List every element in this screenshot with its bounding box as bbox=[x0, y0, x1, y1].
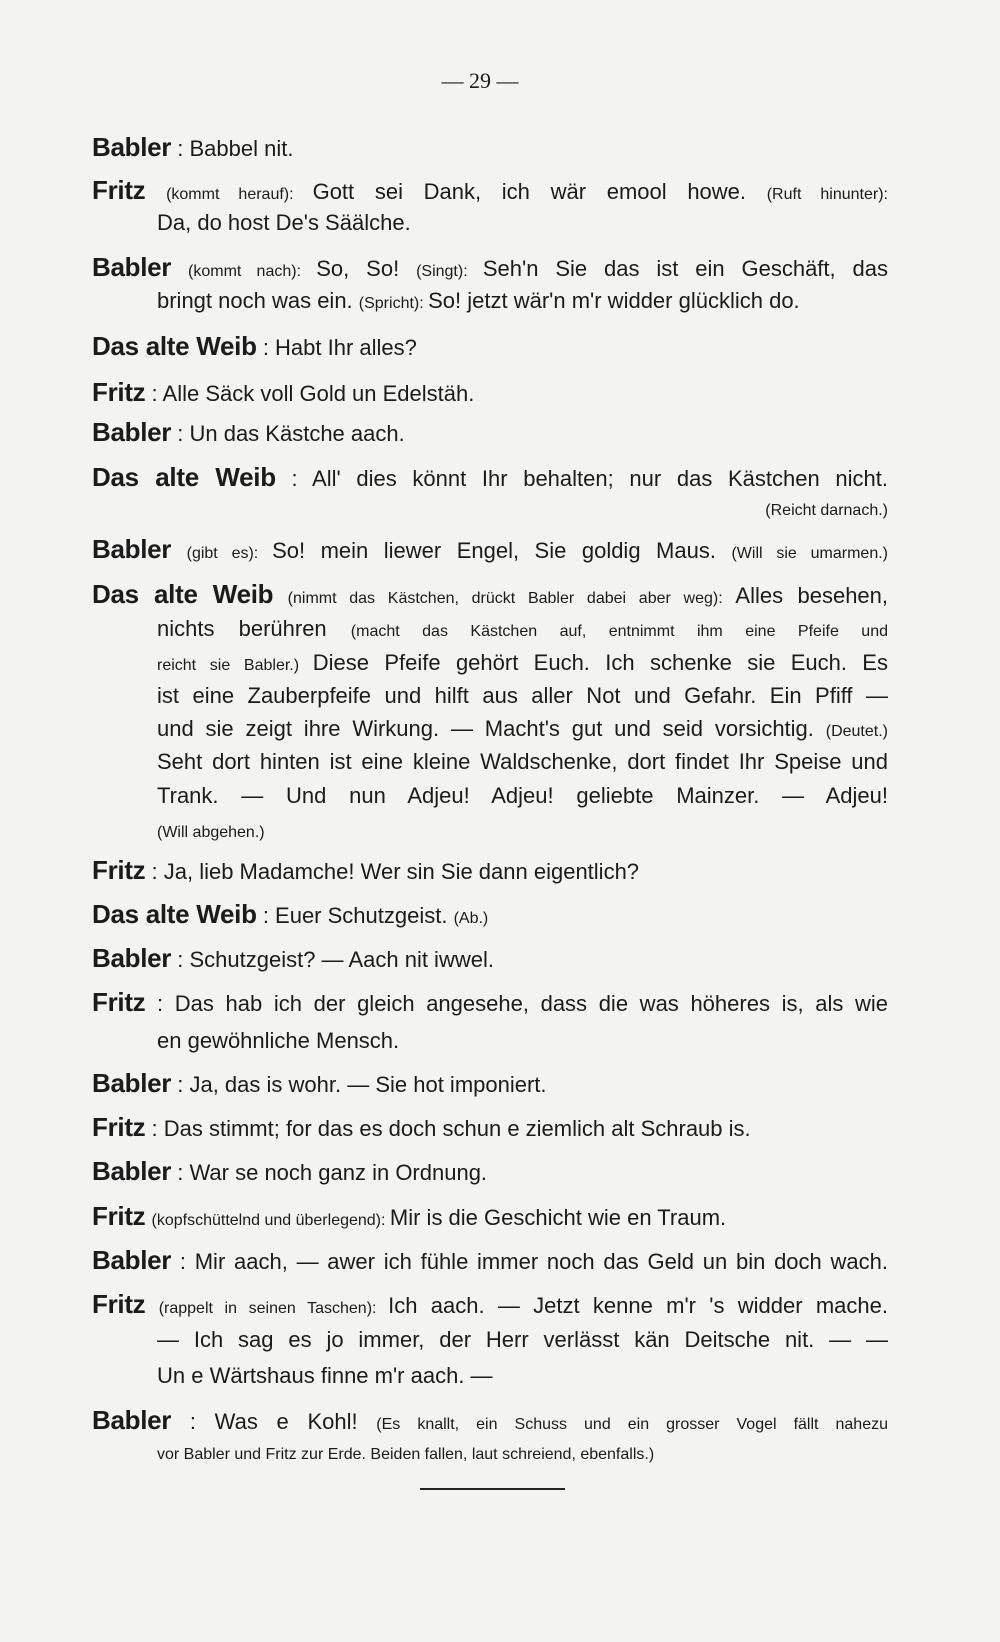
dialogue-text: bringt noch was ein. bbox=[157, 288, 359, 313]
dialogue-text: : Was e Kohl! bbox=[189, 1409, 377, 1434]
dialogue-text: : Das stimmt; for das es doch schun e ziemlich alt Schraub is. bbox=[151, 1116, 751, 1141]
stage-direction: (kommt herauf): bbox=[166, 186, 313, 203]
speaker-name: Fritz bbox=[92, 1201, 146, 1231]
speaker-name: Das alte Weib bbox=[92, 579, 274, 609]
text-line bbox=[92, 1201, 888, 1236]
text-line bbox=[157, 286, 888, 319]
dialogue-text: und sie zeigt ihre Wirkung. — Macht's gut und seid vorsichtig. bbox=[157, 716, 826, 741]
speaker-name: Fritz bbox=[92, 1289, 146, 1319]
speaker-name: Fritz bbox=[92, 987, 146, 1017]
text-line bbox=[157, 1026, 888, 1056]
text-line bbox=[92, 534, 888, 569]
speaker-name: Babler bbox=[92, 1156, 172, 1186]
dialogue-text: : Un das Kästche aach. bbox=[177, 421, 405, 446]
dialogue-text: : Babbel nit. bbox=[177, 136, 294, 161]
text-line bbox=[92, 899, 888, 934]
text-line bbox=[157, 648, 888, 681]
text-line bbox=[92, 331, 888, 363]
speaker-name: Babler bbox=[92, 132, 172, 162]
text-line bbox=[157, 815, 888, 848]
stage-direction: (kommt nach): bbox=[188, 263, 317, 280]
text-line bbox=[92, 377, 888, 409]
text-line bbox=[92, 1112, 888, 1144]
stage-direction: (Ruft hinunter): bbox=[766, 186, 888, 203]
dialogue-text: Trank. — Und nun Adjeu! Adjeu! geliebte Mainzer. — Adjeu! bbox=[157, 783, 888, 808]
end-rule bbox=[420, 1488, 565, 1490]
speaker-name: Fritz bbox=[92, 175, 146, 205]
dialogue-text: en gewöhnliche Mensch. bbox=[157, 1028, 400, 1053]
dialogue-text: — Ich sag es jo immer, der Herr verlässt kän Deitsche nit. — — bbox=[157, 1327, 888, 1352]
page-number: — 29 — bbox=[441, 68, 519, 93]
text-line bbox=[92, 1405, 888, 1440]
speaker-name: Babler bbox=[92, 1068, 172, 1098]
dialogue-text: : Alle Säck voll Gold un Edelstäh. bbox=[151, 381, 475, 406]
text-line bbox=[92, 579, 888, 614]
text-line bbox=[92, 417, 888, 449]
text-line bbox=[92, 987, 888, 1019]
stage-direction: (Spricht): bbox=[358, 295, 429, 312]
speaker-name: Fritz bbox=[92, 855, 146, 885]
speaker-name: Babler bbox=[92, 534, 172, 564]
stage-direction: (nimmt das Kästchen, drückt Babler dabei aber weg): bbox=[287, 590, 736, 607]
stage-direction: (gibt es): bbox=[186, 545, 273, 562]
speaker-name: Babler bbox=[92, 252, 172, 282]
stage-direction: (Will abgehen.) bbox=[157, 824, 265, 841]
dialogue-text: : All' dies könnt Ihr behalten; nur das Kästchen nicht. bbox=[291, 466, 888, 491]
dialogue-text: Mir is die Geschicht wie en Traum. bbox=[389, 1205, 727, 1230]
text-line bbox=[157, 614, 888, 647]
text-line bbox=[92, 1156, 888, 1188]
stage-direction: (Deutet.) bbox=[825, 723, 888, 740]
speaker-name: Fritz bbox=[92, 1112, 146, 1142]
dialogue-text: nichts berühren bbox=[157, 616, 351, 641]
stage-direction: reicht sie Babler.) bbox=[157, 657, 313, 674]
dialogue-text: Diese Pfeife gehört Euch. Ich schenke sie Euch. Es bbox=[312, 650, 888, 675]
dialogue-text: : Habt Ihr alles? bbox=[262, 335, 417, 360]
stage-direction: (Reicht darnach.) bbox=[765, 502, 888, 519]
dialogue-text: Seh'n Sie das ist ein Geschäft, das bbox=[482, 256, 888, 281]
dialogue-text: Gott sei Dank, ich wär emool howe. bbox=[312, 179, 767, 204]
stage-direction: (Singt): bbox=[416, 263, 483, 280]
stage-direction: (Es knallt, ein Schuss und ein grosser Vogel fällt nahezu bbox=[376, 1416, 889, 1433]
text-line bbox=[157, 747, 888, 777]
dialogue-text: Seht dort hinten ist eine kleine Waldschenke, dort findet Ihr Speise und bbox=[157, 749, 888, 774]
speaker-name: Das alte Weib bbox=[92, 462, 276, 492]
text-line bbox=[92, 252, 888, 287]
dialogue-text: : Das hab ich der gleich angesehe, dass die was höheres is, als wie bbox=[157, 991, 888, 1016]
dialogue-text: Ich aach. — Jetzt kenne m'r 's widder mache. bbox=[388, 1293, 888, 1318]
dialogue-text: ist eine Zauberpfeife und hilft aus aller Not und Gefahr. Ein Pfiff — bbox=[157, 683, 888, 708]
dialogue-text: : Mir aach, — awer ich fühle immer noch das Geld un bin doch wach. bbox=[179, 1249, 888, 1274]
stage-direction: (macht das Kästchen auf, entnimmt ihm eine Pfeife und bbox=[350, 623, 889, 640]
dialogue-text: So! mein liewer Engel, Sie goldig Maus. bbox=[272, 538, 732, 563]
stage-direction: vor Babler und Fritz zur Erde. Beiden fallen, laut schreiend, ebenfalls.) bbox=[157, 1446, 655, 1463]
stage-direction: (kopfschüttelnd und überlegend): bbox=[151, 1212, 390, 1229]
text-line bbox=[157, 781, 888, 811]
dialogue-text: Un e Wärtshaus finne m'r aach. — bbox=[157, 1363, 493, 1388]
speaker-name: Babler bbox=[92, 1245, 172, 1275]
text-line bbox=[92, 493, 888, 526]
speaker-name: Das alte Weib bbox=[92, 899, 257, 929]
speaker-name: Babler bbox=[92, 943, 172, 973]
dialogue-text: : War se noch ganz in Ordnung. bbox=[177, 1160, 488, 1185]
text-line bbox=[157, 1325, 888, 1355]
speaker-name: Das alte Weib bbox=[92, 331, 257, 361]
stage-direction: (Will sie umarmen.) bbox=[731, 545, 888, 562]
speaker-name: Babler bbox=[92, 417, 172, 447]
text-line bbox=[157, 208, 888, 238]
text-line bbox=[92, 1289, 888, 1324]
dialogue-text: : Euer Schutzgeist. bbox=[262, 903, 454, 928]
text-line bbox=[92, 855, 888, 887]
text-line bbox=[157, 714, 888, 747]
dialogue-text: : Schutzgeist? — Aach nit iwwel. bbox=[177, 947, 494, 972]
speaker-name: Babler bbox=[92, 1405, 172, 1435]
text-line bbox=[92, 175, 888, 210]
text-line bbox=[157, 1361, 888, 1391]
text-line bbox=[92, 943, 888, 975]
dialogue-text: Da, do host De's Säälche. bbox=[157, 210, 411, 235]
dialogue-text: So, So! bbox=[316, 256, 417, 281]
dialogue-text: : Ja, lieb Madamche! Wer sin Sie dann eigentlich? bbox=[151, 859, 640, 884]
dialogue-text: Alles besehen, bbox=[735, 583, 889, 608]
speaker-name: Fritz bbox=[92, 377, 146, 407]
text-line bbox=[92, 132, 888, 164]
text-line bbox=[92, 462, 888, 494]
stage-direction: (Ab.) bbox=[453, 910, 489, 927]
dialogue-text: So! jetzt wär'n m'r widder glücklich do. bbox=[428, 288, 800, 313]
text-line bbox=[92, 1245, 888, 1277]
stage-direction: (rappelt in seinen Taschen): bbox=[158, 1300, 389, 1317]
text-line bbox=[92, 1068, 888, 1100]
text-line bbox=[157, 681, 888, 711]
text-line bbox=[157, 1437, 888, 1470]
dialogue-text: : Ja, das is wohr. — Sie hot imponiert. bbox=[177, 1072, 547, 1097]
